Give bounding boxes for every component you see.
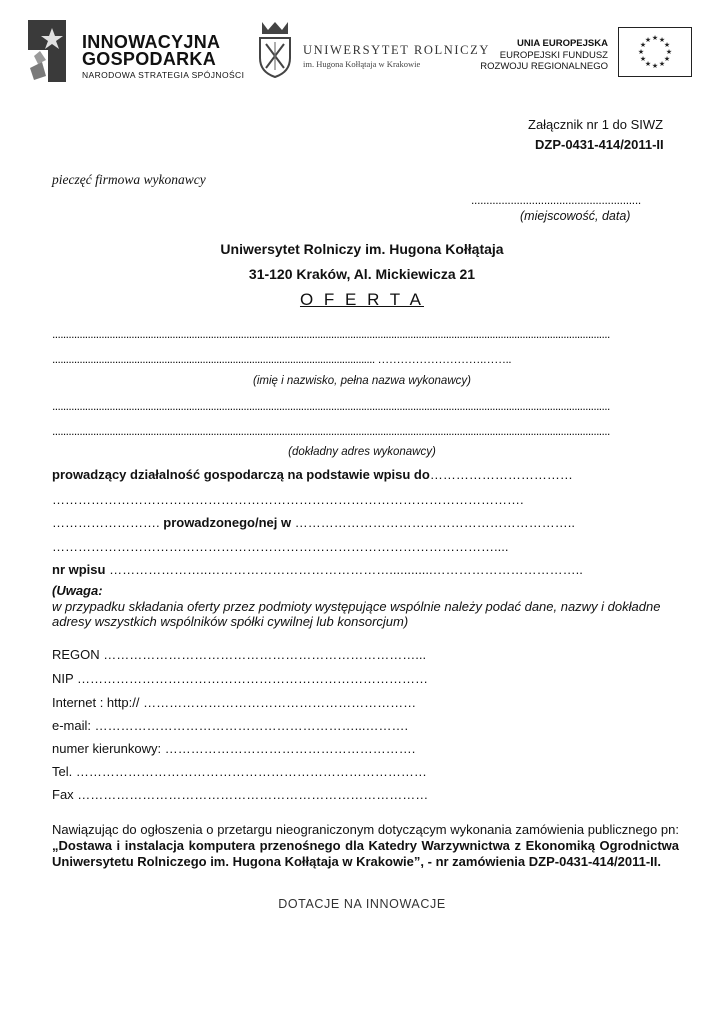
contact-label: Tel. xyxy=(52,764,73,779)
place-date-caption: (miejscowość, data) xyxy=(520,209,631,223)
reference-number: DZP-0431-414/2011-II xyxy=(535,137,664,152)
footer-text: DOTACJE NA INNOWACJE xyxy=(278,897,446,911)
university-logo-subtitle: im. Hugona Kołłątaja w Krakowie xyxy=(303,59,421,69)
note-head: (Uwaga: xyxy=(52,583,103,598)
svg-text:★: ★ xyxy=(639,55,647,63)
contact-fax xyxy=(52,787,428,802)
entry-row xyxy=(52,562,583,577)
maintained-row xyxy=(52,515,575,530)
contact-label: Internet : http:// xyxy=(52,695,140,710)
contact-field[interactable]: …………………………………………………. xyxy=(161,741,416,756)
contact-tel xyxy=(52,764,427,779)
address-caption: (dokładny adres wykonawcy) xyxy=(288,446,436,458)
maintained-label: prowadzonego/nej w xyxy=(163,515,292,530)
activity-row xyxy=(52,467,573,482)
contact-label: NIP xyxy=(52,671,74,686)
contact-field[interactable]: ……………………………………………………… xyxy=(139,695,417,710)
ig-logo-line2: GOSPODARKA xyxy=(82,49,217,69)
place-date-field[interactable]: ........................................................ xyxy=(471,193,641,207)
register-line-2[interactable]: ………………………………………………………………………………………………. xyxy=(52,492,524,507)
ig-logo-line3: NARODOWA STRATEGIA SPÓJNOŚCI xyxy=(82,70,245,80)
note-body: w przypadku składania oferty przez podmioty występujące wspólnie należy podać dane, nazwy i dokładne adresy wszystkich wspólników spółki cywilnej lub konsorcjum) xyxy=(52,598,661,629)
entry-field[interactable]: …………………..……………………………………............…………………………….. xyxy=(109,562,583,577)
contact-nip xyxy=(52,671,428,686)
svg-text:★: ★ xyxy=(663,41,671,49)
contact-internet xyxy=(52,695,416,710)
svg-text:★: ★ xyxy=(658,60,666,68)
activity-field[interactable]: …………………………… xyxy=(429,467,573,482)
eu-logo-line2: EUROPEJSKI FUNDUSZ xyxy=(499,50,608,61)
university-name: Uniwersytet Rolniczy im. Hugona Kołłątaja xyxy=(220,241,504,257)
contact-field[interactable]: ……………………………………………………………………… xyxy=(72,764,427,779)
eu-logo-line1: UNIA EUROPEJSKA xyxy=(517,38,608,49)
tender-paragraph xyxy=(52,822,679,870)
address-line-1[interactable]: ............................................................................................................................................................................................................ xyxy=(52,399,610,413)
contact-field[interactable]: ………………………………………………………………... xyxy=(99,647,427,662)
contact-area-code xyxy=(52,741,415,756)
company-stamp-label: pieczęć firmowa wykonawcy xyxy=(52,172,206,187)
svg-text:★: ★ xyxy=(637,48,645,56)
svg-text:★: ★ xyxy=(644,60,652,68)
ig-star-mark-icon xyxy=(28,20,66,82)
svg-text:★: ★ xyxy=(663,55,671,63)
university-crest-icon xyxy=(256,20,294,78)
svg-text:★: ★ xyxy=(639,41,647,49)
note-block xyxy=(52,583,684,630)
name-caption: (imię i nazwisko, pełna nazwa wykonawcy) xyxy=(253,375,471,387)
university-logo-name: UNIWERSYTET ROLNICZY xyxy=(303,43,490,57)
contact-field[interactable]: ……………………………………………………………………… xyxy=(73,787,429,802)
ig-logo-line1: INNOWACYJNA xyxy=(82,32,221,52)
activity-label: prowadzący działalność gospodarczą na podstawie wpisu do xyxy=(52,467,430,482)
svg-text:★: ★ xyxy=(658,36,666,44)
maintained-pre-field[interactable]: ……………………. xyxy=(52,515,160,530)
contact-email xyxy=(52,718,408,733)
contact-label: REGON xyxy=(52,647,100,662)
svg-text:★: ★ xyxy=(665,48,673,56)
paragraph-subject: „Dostawa i instalacja komputera przenośnego dla Katedry Warzywnictwa z Ekonomiką Ogrodnictwa Uniwersytetu Rolniczego im. Hugona Kołłątaja w Krakowie”, - nr zamówienia DZP-0431-414/2011-II. xyxy=(52,838,679,869)
register-line-4[interactable]: ………………………………………………………………………………………….... xyxy=(52,539,509,554)
eu-flag-icon xyxy=(618,27,692,77)
university-address: 31-120 Kraków, Al. Mickiewicza 21 xyxy=(248,266,476,282)
svg-text:★: ★ xyxy=(644,36,652,44)
contact-field[interactable]: ……………………………………………………………………… xyxy=(73,671,429,686)
svg-text:★: ★ xyxy=(651,34,659,42)
address-line-2[interactable]: ............................................................................................................................................................................................................ xyxy=(52,424,610,438)
contact-field[interactable]: ……………………………………………………...………. xyxy=(91,718,409,733)
eu-logo-line3: ROZWOJU REGIONALNEGO xyxy=(480,61,608,72)
maintained-post-field[interactable]: ……………………………………………………….. xyxy=(294,515,575,530)
attachment-label: Załącznik nr 1 do SIWZ xyxy=(528,117,664,132)
contact-regon xyxy=(52,647,426,662)
name-line-1[interactable]: ............................................................................................................................................................................................................ xyxy=(52,327,610,341)
offer-title: O F E R T A xyxy=(299,290,424,309)
paragraph-intro: Nawiązując do ogłoszenia o przetargu nieograniczonym dotyczącym wykonania zamówienia publicznego pn: xyxy=(52,822,679,837)
svg-text:★: ★ xyxy=(651,62,659,70)
entry-label: nr wpisu xyxy=(52,562,106,577)
contact-label: numer kierunkowy: xyxy=(52,741,162,756)
contact-label: Fax xyxy=(52,787,74,802)
contact-label: e-mail: xyxy=(52,718,92,733)
name-line-2[interactable]: ...................................................................................................................... ……………………….…….. xyxy=(52,352,511,366)
